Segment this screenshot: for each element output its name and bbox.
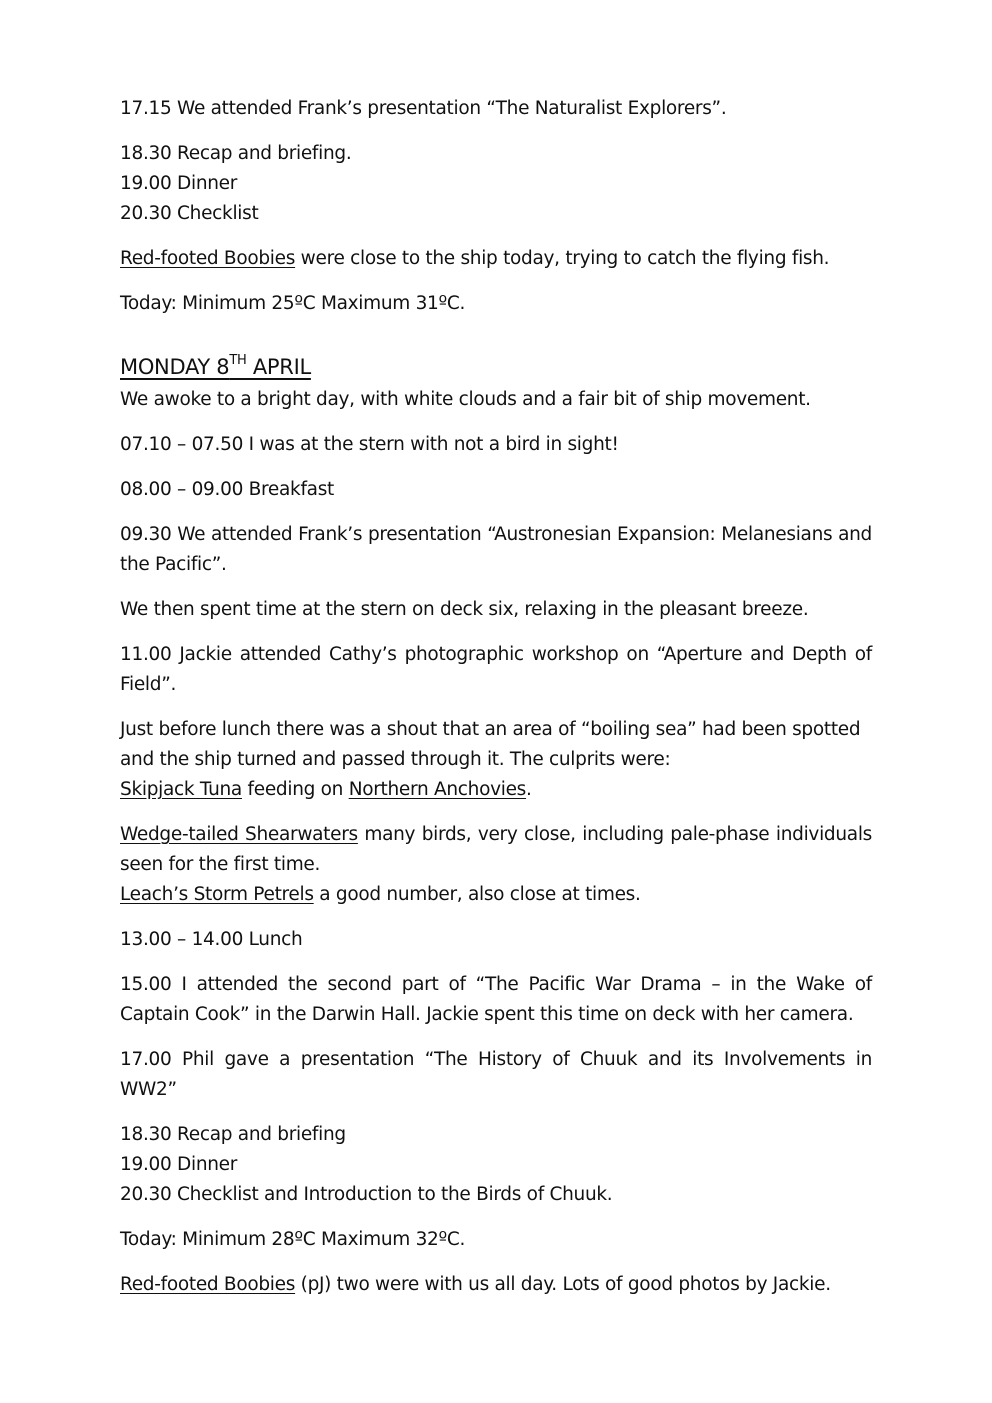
species-name: Red-footed Boobies	[120, 248, 296, 269]
sighting-text: feeding on	[241, 779, 349, 800]
entry-lunch: 13.00 – 14.00 Lunch	[120, 929, 303, 950]
sighting-text: were close to the ship today, trying to catch the flying fish.	[295, 248, 830, 269]
sighting-boobies-day1	[120, 244, 872, 274]
temperature-day2: Today: Minimum 28ºC Maximum 32ºC.	[120, 1229, 466, 1250]
heading-month: APRIL	[246, 355, 311, 379]
day-heading	[120, 349, 311, 385]
entry-war-drama: 15.00 I attended the second part of “The Pacific War Drama – in the Wake of Captain Cook” in the Darwin Hall. Jackie spent this time on deck with her camera.	[120, 974, 872, 1025]
species-name: Northern Anchovies	[348, 779, 527, 800]
entry-photo-workshop: 11.00 Jackie attended Cathy’s photographic workshop on “Aperture and Depth of Field”.	[120, 644, 872, 695]
dinner-line: 19.00 Dinner	[120, 1154, 238, 1175]
entry-stern-watch: 07.10 – 07.50 I was at the stern with not a bird in sight!	[120, 434, 619, 455]
intro-paragraph: We awoke to a bright day, with white clouds and a fair bit of ship movement.	[120, 389, 811, 410]
species-name: Wedge-tailed Shearwaters	[120, 824, 358, 845]
schedule-evening-day1	[120, 139, 872, 229]
sighting-boobies-day2	[120, 1270, 872, 1300]
entry-stern-deck-six: We then spent time at the stern on deck six, relaxing in the pleasant breeze.	[120, 599, 809, 620]
schedule-evening-day2	[120, 1120, 872, 1210]
entry-breakfast: 08.00 – 09.00 Breakfast	[120, 479, 334, 500]
species-name: Red-footed Boobies	[120, 1274, 296, 1295]
dinner-line: 19.00 Dinner	[120, 173, 238, 194]
species-name: Leach’s Storm Petrels	[120, 884, 314, 905]
temperature-day1: Today: Minimum 25ºC Maximum 31ºC.	[120, 293, 466, 314]
heading-ordinal: TH	[229, 353, 247, 368]
checklist-line: 20.30 Checklist	[120, 203, 259, 224]
day-heading-wrapper	[120, 319, 872, 385]
sighting-text: many birds, very close, including pale-phase individuals seen for the first time.	[120, 824, 872, 875]
entry-0930-presentation: 09.30 We attended Frank’s presentation “Austronesian Expansion: Melanesians and the Pacific”.	[120, 524, 872, 575]
sighting-text: (pJ) two were with us all day. Lots of good photos by Jackie.	[295, 1274, 831, 1295]
boiling-sea-text: Just before lunch there was a shout that an area of “boiling sea” had been spotted and the ship turned and passed through it. The culprits were:	[120, 719, 861, 770]
recap-line: 18.30 Recap and briefing.	[120, 143, 352, 164]
sighting-text: a good number, also close at times.	[313, 884, 641, 905]
punctuation: .	[526, 779, 532, 800]
heading-main: MONDAY 8	[120, 355, 230, 379]
species-name: Skipjack Tuna	[120, 779, 242, 800]
recap-line: 18.30 Recap and briefing	[120, 1124, 346, 1145]
entry-boiling-sea	[120, 715, 872, 805]
checklist-line: 20.30 Checklist and Introduction to the Birds of Chuuk.	[120, 1184, 613, 1205]
document-page	[120, 94, 872, 1315]
entry-1715-presentation: 17.15 We attended Frank’s presentation “The Naturalist Explorers”.	[120, 98, 727, 119]
sighting-seabirds	[120, 820, 872, 910]
entry-chuuk-history: 17.00 Phil gave a presentation “The History of Chuuk and its Involvements in WW2”	[120, 1049, 872, 1100]
